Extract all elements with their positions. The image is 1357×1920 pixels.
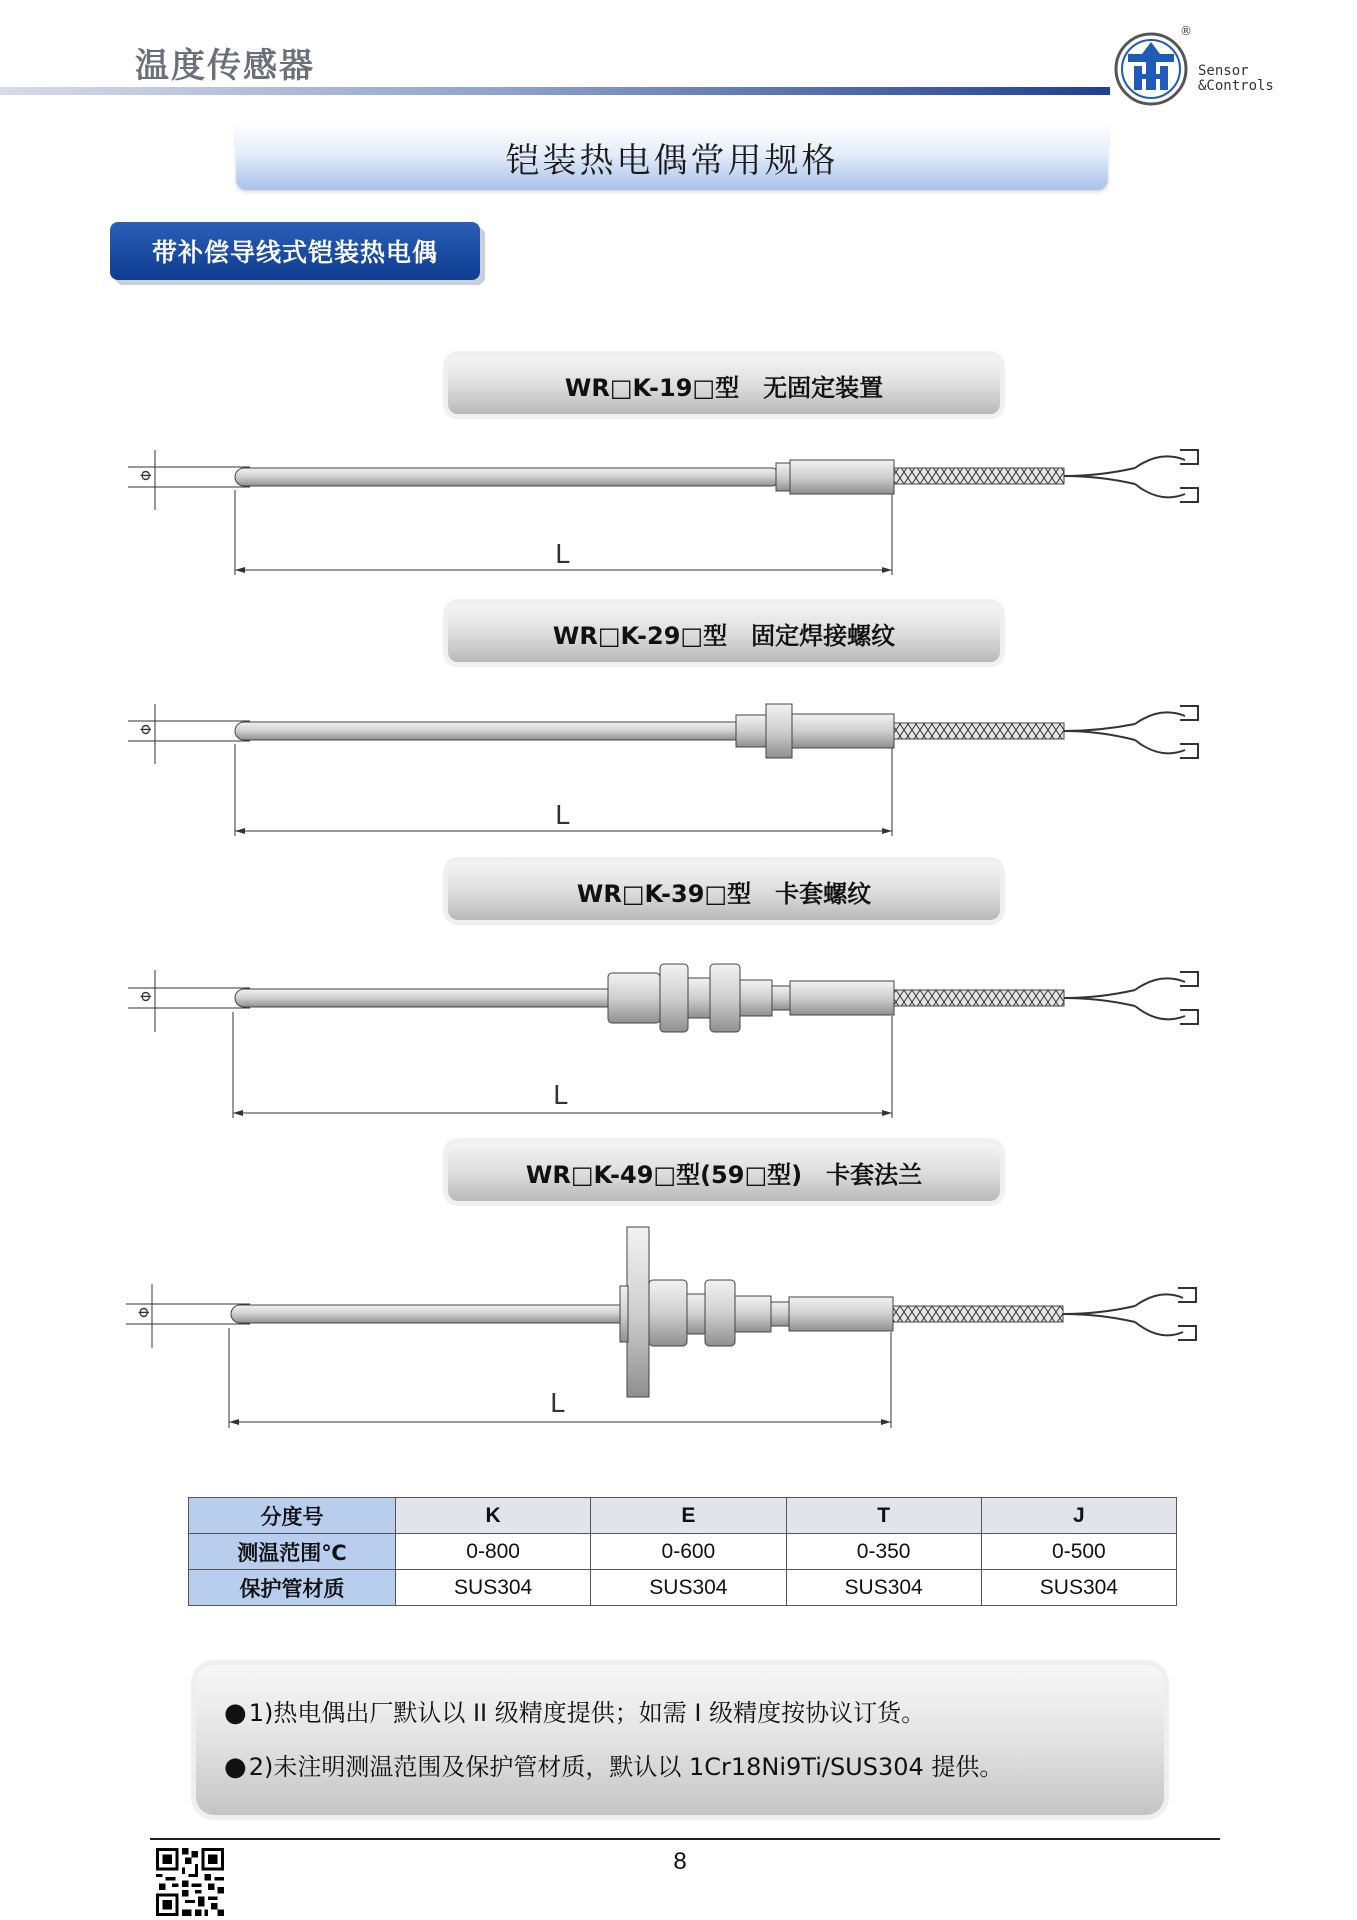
- model-label-39: WR□K-39□型 卡套螺纹: [576, 879, 872, 908]
- page-title: 铠装热电偶常用规格: [505, 140, 839, 181]
- model-capsule-39: [448, 862, 1000, 920]
- column-header: T: [786, 1498, 981, 1534]
- page-number: 8: [673, 1848, 687, 1875]
- company-logo-icon: [1112, 30, 1190, 108]
- notes-panel: [196, 1665, 1164, 1815]
- dimension-label-29: L: [555, 801, 570, 831]
- logo-text-line2: &Controls: [1198, 78, 1274, 94]
- note-item: [224, 1747, 1003, 1782]
- table-header-row: [189, 1498, 1177, 1534]
- dimension-label-39: L: [553, 1081, 568, 1111]
- model-label-49: WR□K-49□型(59□型) 卡套法兰: [525, 1160, 923, 1189]
- page-title-banner: [236, 124, 1108, 190]
- model-capsule-19: [448, 356, 1000, 414]
- dimension-label-49: L: [550, 1389, 565, 1419]
- note-text: 2)未注明测温范围及保护管材质，默认以 1Cr18Ni9Ti/SUS304 提供。: [248, 1753, 1004, 1781]
- note-item: [224, 1693, 925, 1728]
- table-cell: SUS304: [981, 1570, 1176, 1606]
- section-tag: [110, 222, 480, 280]
- model-label-29: WR□K-29□型 固定焊接螺纹: [552, 621, 896, 650]
- column-header: J: [981, 1498, 1176, 1534]
- logo-text-line1: Sensor: [1198, 63, 1249, 79]
- table-cell: SUS304: [786, 1570, 981, 1606]
- table-cell: 0-600: [591, 1534, 786, 1570]
- model-capsule-29: [448, 604, 1000, 662]
- logo-text: [1198, 64, 1274, 94]
- spec-table: [188, 1497, 1177, 1606]
- column-header: 分度号: [189, 1498, 396, 1534]
- document-header-title: 温度传感器: [135, 46, 315, 86]
- model-capsule-49: [448, 1143, 1000, 1201]
- table-cell: 0-800: [396, 1534, 591, 1570]
- dimension-label-19: L: [555, 540, 570, 570]
- table-cell: SUS304: [396, 1570, 591, 1606]
- table-cell: SUS304: [591, 1570, 786, 1606]
- svg-text:Φ: Φ: [139, 990, 155, 1002]
- row-header: 保护管材质: [189, 1570, 396, 1606]
- bullet-icon: ●: [224, 1752, 247, 1782]
- note-text: 1)热电偶出厂默认以 II 级精度提供；如需 I 级精度按协议订货。: [248, 1699, 926, 1727]
- table-row: [189, 1570, 1177, 1606]
- svg-text:Φ: Φ: [139, 469, 155, 481]
- drawing-model-49: [100, 1222, 1280, 1432]
- section-tag-label: 带补偿导线式铠装热电偶: [151, 238, 438, 267]
- drawing-model-39: [100, 948, 1280, 1128]
- svg-text:Φ: Φ: [139, 723, 155, 735]
- table-cell: 0-350: [786, 1534, 981, 1570]
- column-header: K: [396, 1498, 591, 1534]
- svg-text:Φ: Φ: [137, 1306, 153, 1318]
- header-rule: [0, 87, 1110, 95]
- registered-mark: ®: [1180, 24, 1192, 38]
- table-cell: 0-500: [981, 1534, 1176, 1570]
- model-label-19: WR□K-19□型 无固定装置: [564, 373, 884, 402]
- qr-code-icon: [156, 1848, 224, 1916]
- row-header: 测温范围℃: [189, 1534, 396, 1570]
- column-header: E: [591, 1498, 786, 1534]
- table-row: [189, 1534, 1177, 1570]
- footer-rule: [150, 1838, 1220, 1840]
- drawing-model-19: [100, 430, 1280, 590]
- bullet-icon: ●: [224, 1698, 247, 1728]
- drawing-model-29: [100, 688, 1280, 848]
